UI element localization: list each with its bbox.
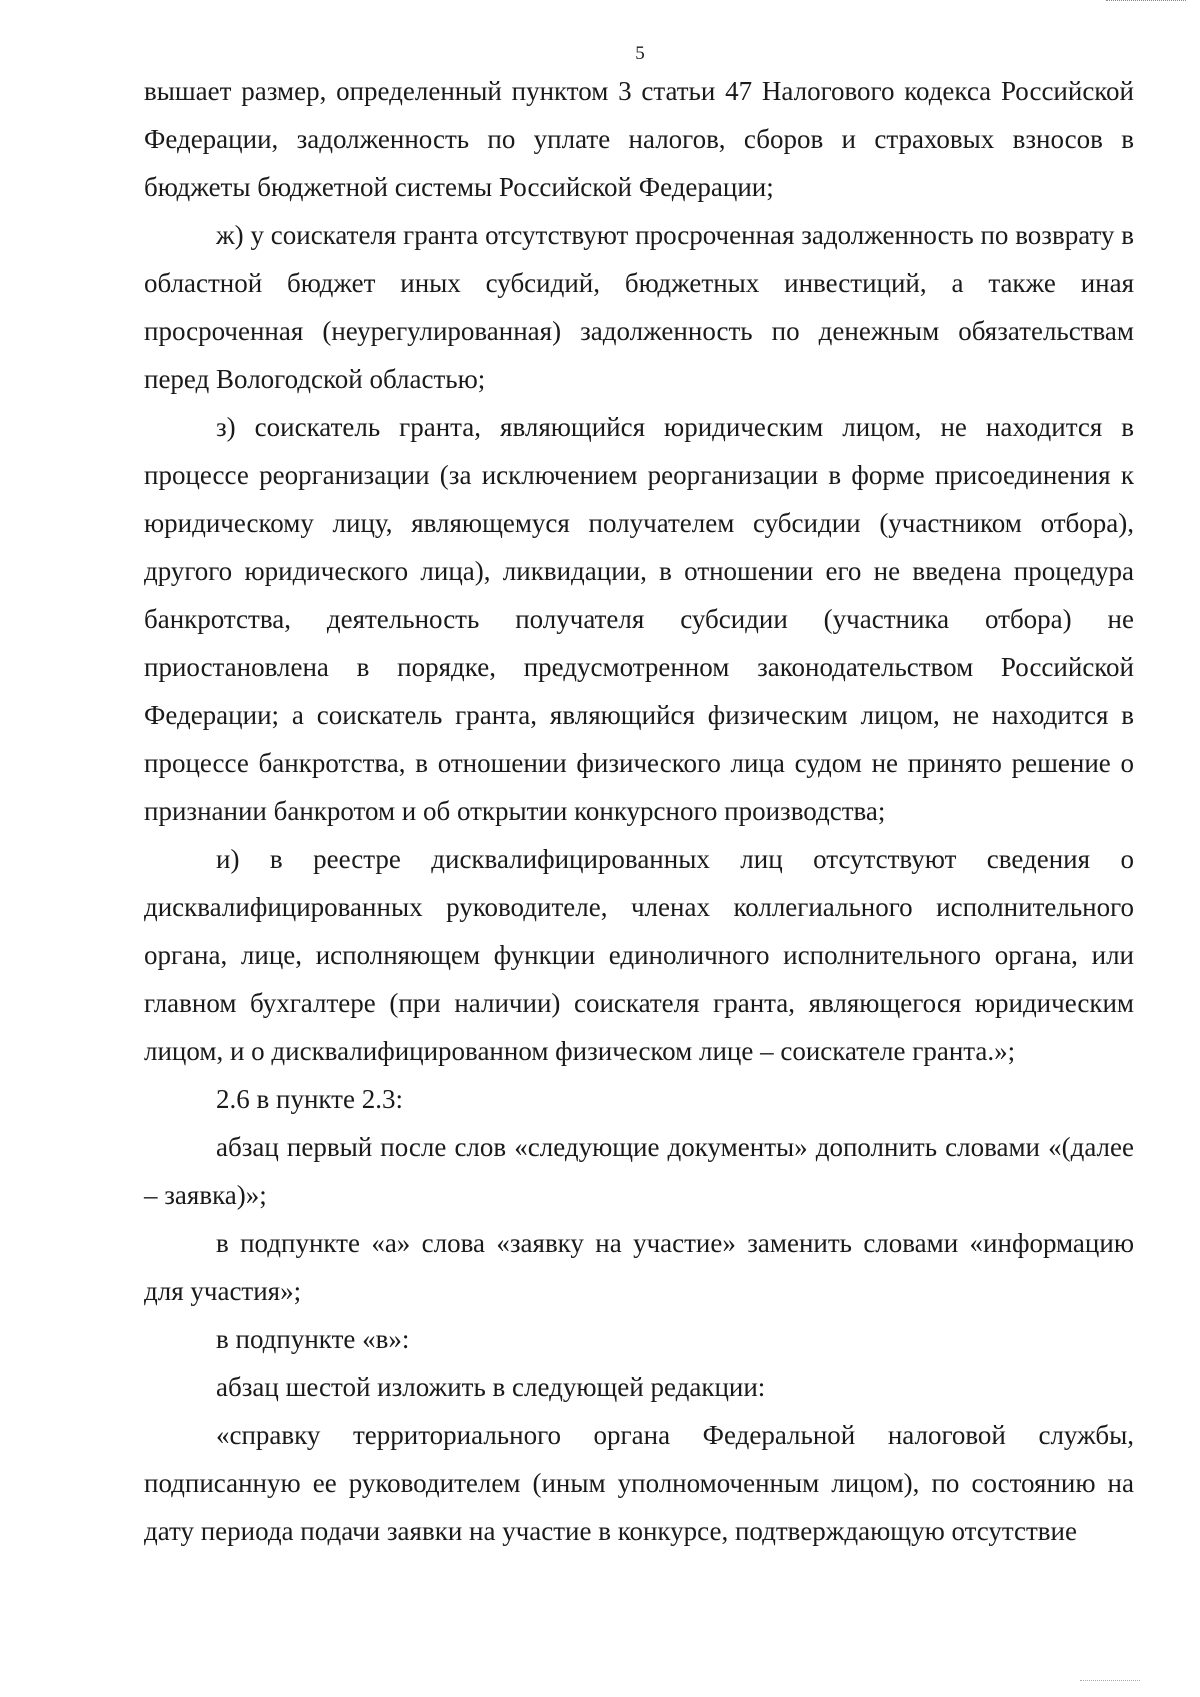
paragraph-item-i: и) в реестре дисквалифицированных лиц отсутствуют сведения о дисквалифицированных руководителе, членах коллегиального исполнительного органа, лице, исполняющем функции единоличного исполнительного органа, или главном бухгалтере (при наличии) соискателя гранта, являющегося юридическим лицом, и о дисквалифицированном физическом лице – соискателе гранта.»;	[144, 844, 1134, 1066]
scan-edge-mark	[1106, 0, 1186, 5]
paragraph: в подпункте «в»:	[216, 1324, 410, 1354]
paragraph: абзац первый после слов «следующие документы» дополнить словами «(далее – заявка)»;	[144, 1132, 1134, 1210]
paragraph: в подпункте «а» слова «заявку на участие» заменить словами «информацию для участия»;	[144, 1228, 1134, 1306]
paragraph: абзац шестой изложить в следующей редакции:	[216, 1372, 766, 1402]
paragraph-item-zh: ж) у соискателя гранта отсутствуют просроченная задолженность по возврату в областной бюджет иных субсидий, бюджетных инвестиций, а также иная просроченная (неурегулированная) задолженность по денежным обязательствам перед Вологодской областью;	[144, 220, 1134, 394]
page-number: 5	[635, 43, 645, 64]
scan-edge-mark	[1080, 1680, 1140, 1685]
document-body	[144, 67, 1134, 1555]
paragraph: «справку территориального органа Федеральной налоговой службы, подписанную ее руководителем (иным уполномоченным лицом), по состоянию на дату периода подачи заявки на участие в конкурсе, подтверждающую отсутствие	[144, 1420, 1134, 1546]
paragraph-clause-2-6: 2.6 в пункте 2.3:	[216, 1084, 403, 1114]
paragraph: вышает размер, определенный пунктом 3 статьи 47 Налогового кодекса Российской Федерации, задолженность по уплате налогов, сборов и страховых взносов в бюджеты бюджетной системы Российской Федерации;	[144, 76, 1134, 202]
paragraph-item-z: з) соискатель гранта, являющийся юридическим лицом, не находится в процессе реорганизации (за исключением реорганизации в форме присоединения к юридическому лицу, являющемуся получателем субсидии (участником отбора), другого юридического лица), ликвидации, в отношении его не введена процедура банкротства, деятельность получателя субсидии (участника отбора) не приостановлена в порядке, предусмотренном законодательством Российской Федерации; а соискатель гранта, являющийся физическим лицом, не находится в процессе банкротства, в отношении физического лица судом не принято решение о признании банкротом и об открытии конкурсного производства;	[144, 412, 1134, 826]
